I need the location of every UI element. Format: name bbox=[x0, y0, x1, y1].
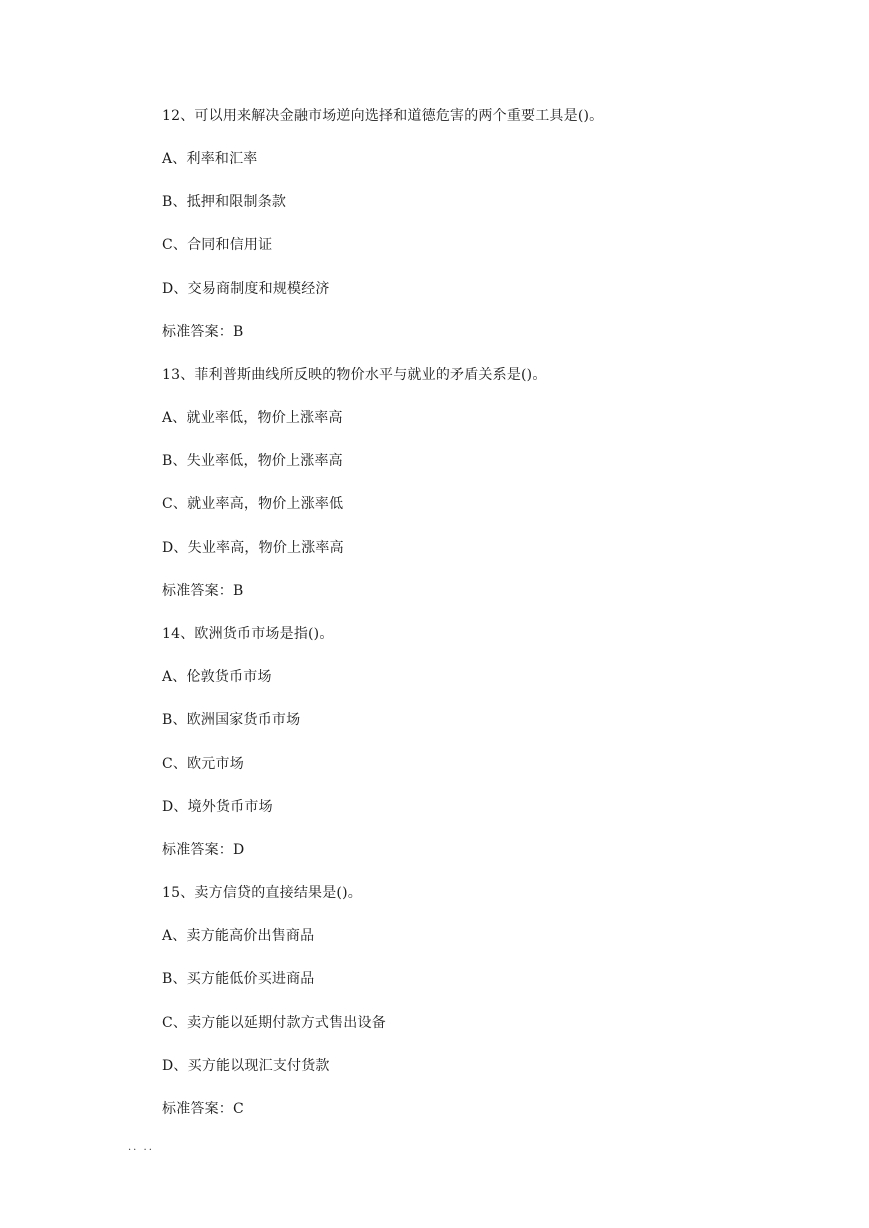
question-12-option-d: D、交易商制度和规模经济 bbox=[162, 281, 330, 297]
question-13-stem: 13、菲利普斯曲线所反映的物价水平与就业的矛盾关系是()。 bbox=[162, 367, 547, 383]
question-13-option-b: B、失业率低，物价上涨率高 bbox=[162, 453, 343, 469]
question-15-option-a: A、卖方能高价出售商品 bbox=[162, 928, 315, 944]
question-15-option-b: B、买方能低价买进商品 bbox=[162, 971, 315, 987]
question-13-answer: 标准答案：B bbox=[162, 583, 244, 599]
question-15-option-c: C、卖方能以延期付款方式售出设备 bbox=[162, 1015, 386, 1031]
footer-marks: .. .. bbox=[128, 1142, 154, 1153]
question-12-stem: 12、可以用来解决金融市场逆向选择和道德危害的两个重要工具是()。 bbox=[162, 108, 604, 124]
question-12-option-b: B、抵押和限制条款 bbox=[162, 194, 287, 210]
question-12-option-a: A、利率和汇率 bbox=[162, 151, 258, 167]
question-12-option-c: C、合同和信用证 bbox=[162, 237, 273, 253]
question-15-answer: 标准答案：C bbox=[162, 1101, 244, 1117]
question-13-option-c: C、就业率高，物价上涨率低 bbox=[162, 496, 344, 512]
question-14-answer: 标准答案：D bbox=[162, 842, 245, 858]
question-13-option-a: A、就业率低，物价上涨率高 bbox=[162, 410, 343, 426]
question-14-option-b: B、欧洲国家货币市场 bbox=[162, 712, 301, 728]
question-15-stem: 15、卖方信贷的直接结果是()。 bbox=[162, 885, 362, 901]
question-14-option-d: D、境外货币市场 bbox=[162, 799, 273, 815]
question-14-option-a: A、伦敦货币市场 bbox=[162, 669, 272, 685]
question-14-option-c: C、欧元市场 bbox=[162, 756, 244, 772]
question-15-option-d: D、买方能以现汇支付货款 bbox=[162, 1058, 330, 1074]
question-13-option-d: D、失业率高，物价上涨率高 bbox=[162, 540, 344, 556]
question-12-answer: 标准答案：B bbox=[162, 324, 244, 340]
question-14-stem: 14、欧洲货币市场是指()。 bbox=[162, 626, 334, 642]
